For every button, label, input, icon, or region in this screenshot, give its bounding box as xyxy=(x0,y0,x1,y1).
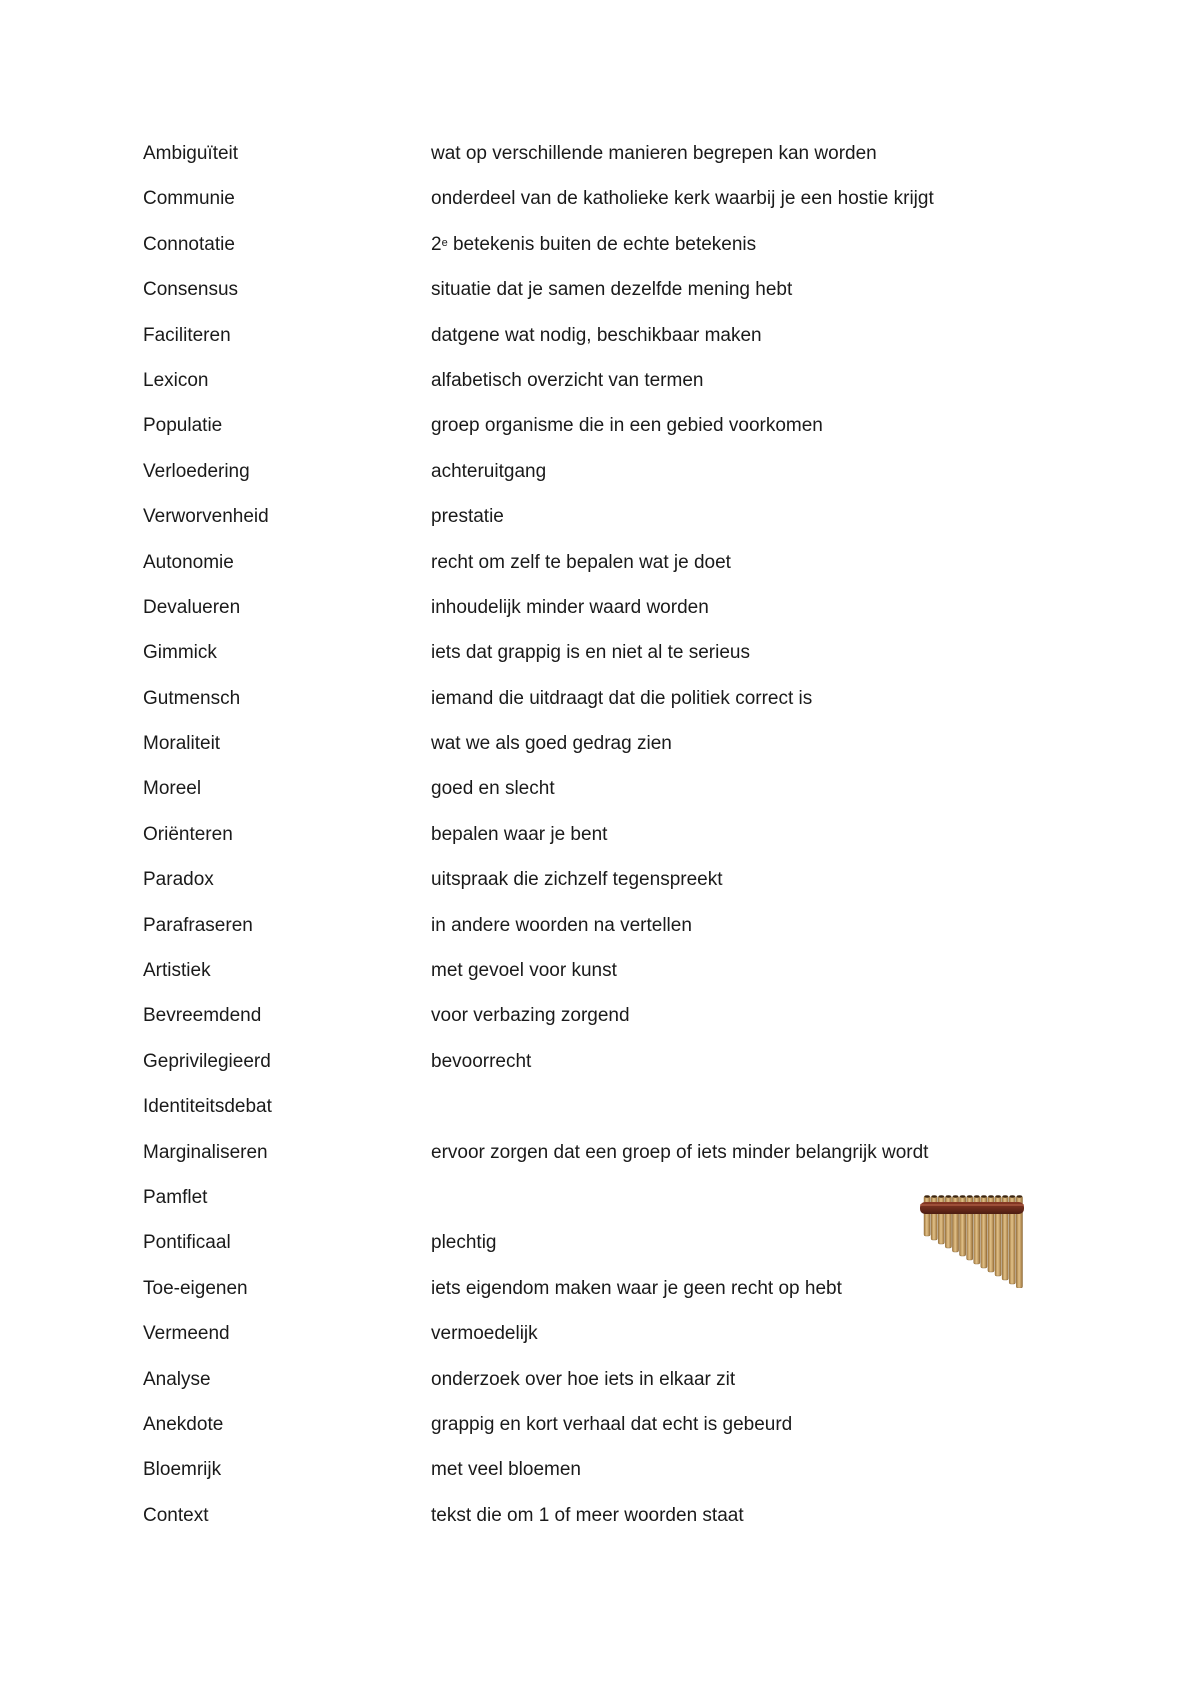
glossary-list xyxy=(143,142,1043,1549)
glossary-row xyxy=(143,1141,1043,1186)
glossary-definition: inhoudelijk minder waard worden xyxy=(431,596,709,618)
glossary-definition: recht om zelf te bepalen wat je doet xyxy=(431,551,731,573)
glossary-row xyxy=(143,687,1043,732)
glossary-term: Autonomie xyxy=(143,551,234,573)
panflute-image xyxy=(918,1188,1028,1288)
glossary-definition: voor verbazing zorgend xyxy=(431,1005,630,1027)
glossary-row xyxy=(143,505,1043,550)
glossary-definition: tekst die om 1 of meer woorden staat xyxy=(431,1504,744,1526)
glossary-definition: datgene wat nodig, beschikbaar maken xyxy=(431,324,762,346)
glossary-row xyxy=(143,1186,1043,1231)
glossary-row xyxy=(143,641,1043,686)
glossary-definition: iets dat grappig is en niet al te serieus xyxy=(431,642,750,664)
glossary-definition: uitspraak die zichzelf tegenspreekt xyxy=(431,869,723,891)
glossary-row xyxy=(143,414,1043,459)
glossary-definition: iemand die uitdraagt dat die politiek correct is xyxy=(431,687,813,709)
glossary-row xyxy=(143,460,1043,505)
glossary-term: Consensus xyxy=(143,279,239,301)
glossary-term: Moreel xyxy=(143,778,202,800)
glossary-row xyxy=(143,1004,1043,1049)
glossary-definition: 2e betekenis buiten de echte betekenis xyxy=(431,233,757,255)
glossary-term: Toe-eigenen xyxy=(143,1277,248,1299)
glossary-definition: bevoorrecht xyxy=(431,1050,532,1072)
glossary-row xyxy=(143,1095,1043,1140)
glossary-term: Geprivilegieerd xyxy=(143,1050,271,1072)
glossary-term: Connotatie xyxy=(143,233,235,255)
glossary-row xyxy=(143,551,1043,596)
glossary-term: Artistiek xyxy=(143,960,211,982)
glossary-term: Pontificaal xyxy=(143,1232,231,1254)
glossary-row xyxy=(143,596,1043,641)
glossary-term: Vermeend xyxy=(143,1323,230,1345)
glossary-term: Parafraseren xyxy=(143,914,253,936)
glossary-term: Verworvenheid xyxy=(143,506,269,528)
glossary-term: Gutmensch xyxy=(143,687,241,709)
glossary-definition: met veel bloemen xyxy=(431,1459,581,1481)
glossary-row xyxy=(143,1504,1043,1549)
glossary-term: Moraliteit xyxy=(143,733,221,755)
glossary-term: Bevreemdend xyxy=(143,1005,262,1027)
glossary-term: Pamflet xyxy=(143,1186,208,1208)
glossary-term: Lexicon xyxy=(143,369,209,391)
glossary-term: Anekdote xyxy=(143,1413,224,1435)
glossary-row xyxy=(143,959,1043,1004)
glossary-definition: iets eigendom maken waar je geen recht op hebt xyxy=(431,1277,842,1299)
glossary-row xyxy=(143,1277,1043,1322)
glossary-row xyxy=(143,324,1043,369)
glossary-row xyxy=(143,868,1043,913)
glossary-definition: alfabetisch overzicht van termen xyxy=(431,369,704,391)
glossary-row xyxy=(143,1413,1043,1458)
glossary-definition: prestatie xyxy=(431,506,504,528)
glossary-definition: situatie dat je samen dezelfde mening hebt xyxy=(431,279,793,301)
glossary-definition: vermoedelijk xyxy=(431,1323,538,1345)
glossary-definition: plechtig xyxy=(431,1232,497,1254)
glossary-term: Populatie xyxy=(143,415,223,437)
glossary-row xyxy=(143,1368,1043,1413)
glossary-term: Faciliteren xyxy=(143,324,231,346)
glossary-definition: in andere woorden na vertellen xyxy=(431,914,692,936)
glossary-term: Bloemrijk xyxy=(143,1459,222,1481)
glossary-row xyxy=(143,1231,1043,1276)
glossary-definition: onderdeel van de katholieke kerk waarbij je een hostie krijgt xyxy=(431,188,934,210)
glossary-row xyxy=(143,1322,1043,1367)
glossary-row xyxy=(143,732,1043,777)
glossary-row xyxy=(143,142,1043,187)
glossary-row xyxy=(143,1050,1043,1095)
glossary-term: Identiteitsdebat xyxy=(143,1096,272,1118)
glossary-row xyxy=(143,187,1043,232)
glossary-definition: wat op verschillende manieren begrepen kan worden xyxy=(431,143,877,164)
glossary-term: Gimmick xyxy=(143,642,217,664)
glossary-term: Communie xyxy=(143,188,235,210)
glossary-definition: achteruitgang xyxy=(431,460,547,482)
glossary-definition: groep organisme die in een gebied voorkomen xyxy=(431,415,823,437)
glossary-row xyxy=(143,369,1043,414)
glossary-definition: ervoor zorgen dat een groep of iets minder belangrijk wordt xyxy=(431,1141,929,1163)
glossary-definition: goed en slecht xyxy=(431,778,555,800)
glossary-definition: met gevoel voor kunst xyxy=(431,960,617,982)
glossary-term: Verloedering xyxy=(143,460,250,482)
glossary-row xyxy=(143,1458,1043,1503)
glossary-definition: grappig en kort verhaal dat echt is gebeurd xyxy=(431,1413,793,1435)
glossary-term: Oriënteren xyxy=(143,823,233,845)
glossary-row xyxy=(143,823,1043,868)
glossary-row xyxy=(143,777,1043,822)
glossary-term: Ambiguïteit xyxy=(143,143,239,164)
glossary-term: Marginaliseren xyxy=(143,1141,268,1163)
glossary-row xyxy=(143,233,1043,278)
glossary-term: Devalueren xyxy=(143,596,241,618)
glossary-term: Paradox xyxy=(143,869,214,891)
glossary-row xyxy=(143,278,1043,323)
glossary-term: Context xyxy=(143,1504,209,1526)
glossary-term: Analyse xyxy=(143,1368,211,1390)
glossary-definition: onderzoek over hoe iets in elkaar zit xyxy=(431,1368,736,1390)
glossary-definition: wat we als goed gedrag zien xyxy=(431,733,672,755)
glossary-definition: bepalen waar je bent xyxy=(431,823,608,845)
glossary-row xyxy=(143,914,1043,959)
